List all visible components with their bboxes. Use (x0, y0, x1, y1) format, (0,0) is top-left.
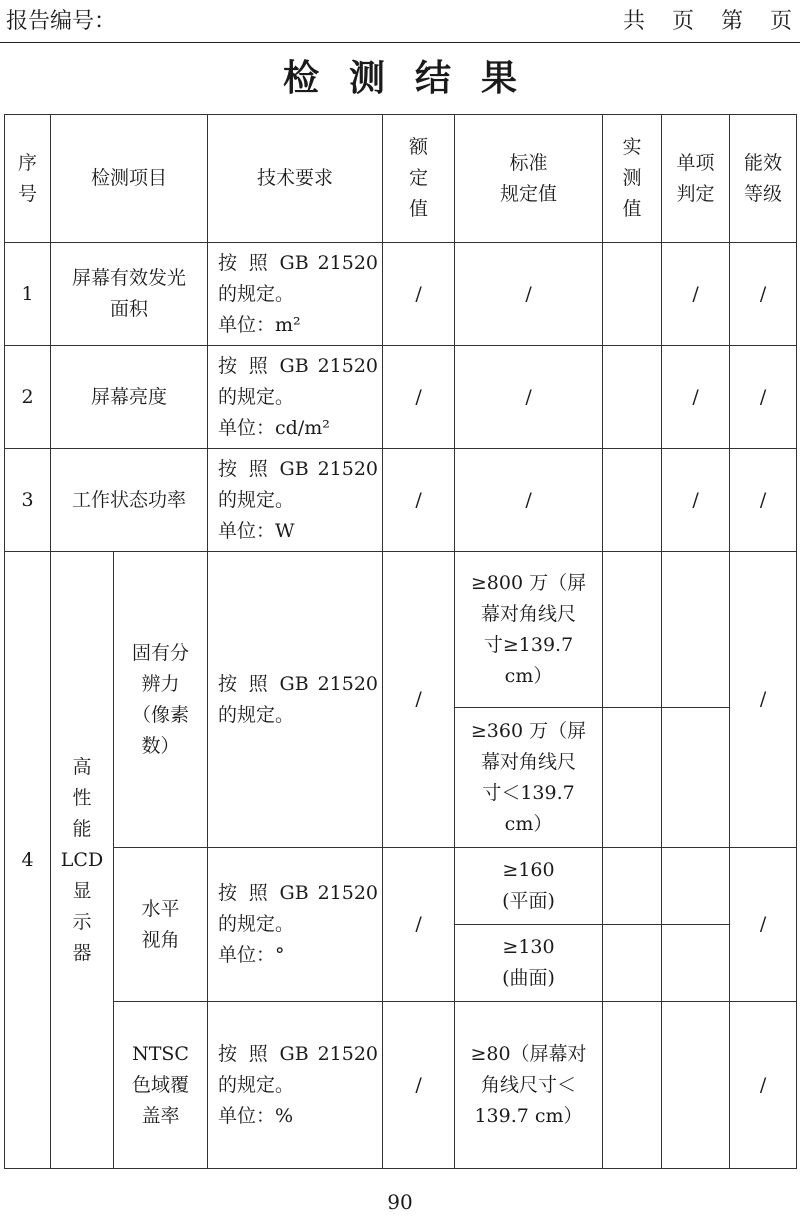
measured-value (603, 243, 662, 346)
judgement (662, 848, 730, 925)
measured-value (603, 848, 662, 925)
standard-value: ≥130 (曲面) (455, 925, 603, 1002)
col-tech: 技术要求 (208, 115, 383, 243)
table-row (5, 552, 797, 708)
measured-value (603, 925, 662, 1002)
col-rated: 额定值 (383, 115, 455, 243)
nth-label: 第 (720, 9, 745, 34)
col-seq: 序号 (5, 115, 51, 243)
item-name: 工作状态功率 (51, 449, 208, 552)
row-number: 1 (5, 243, 51, 346)
table-row (5, 1002, 797, 1169)
group-name-lcd: 高 性 能 LCD 显 示 器 (51, 552, 114, 1169)
grade: / (730, 552, 797, 848)
judgement: / (662, 449, 730, 552)
report-number-label: 报告编号： (6, 9, 117, 34)
standard-value: ≥80（屏幕对 角线尺寸＜ 139.7 cm） (455, 1002, 603, 1169)
measured-value (603, 552, 662, 708)
item-name-resolution: 固有分 辨力 （像素 数） (114, 552, 208, 848)
row-number: 3 (5, 449, 51, 552)
tech-requirement: 按 照 GB 21520 的规定。 单位：° (208, 848, 383, 1002)
rated-value: / (383, 1002, 455, 1169)
measured-value (603, 449, 662, 552)
row-number: 2 (5, 346, 51, 449)
tech-requirement: 按 照 GB 21520 的规定。 (208, 552, 383, 848)
page-label-2: 页 (769, 9, 794, 34)
page-title: 检测结果 (282, 57, 547, 99)
rated-value: / (383, 243, 455, 346)
header-rule (0, 42, 800, 43)
grade: / (730, 346, 797, 449)
tech-requirement: 按 照 GB 21520 的规定。 单位：m² (208, 243, 383, 346)
row-number: 4 (5, 552, 51, 1169)
rated-value: / (383, 552, 455, 848)
standard-value: / (455, 449, 603, 552)
judgement: / (662, 243, 730, 346)
standard-value: ≥160 (平面) (455, 848, 603, 925)
measured-value (603, 708, 662, 848)
col-judge: 单项 判定 (662, 115, 730, 243)
table-header-row (5, 115, 797, 243)
col-standard: 标准 规定值 (455, 115, 603, 243)
table-row (5, 449, 797, 552)
rated-value: / (383, 848, 455, 1002)
page-number: 90 (387, 1190, 413, 1214)
col-grade: 能效 等级 (730, 115, 797, 243)
standard-value: / (455, 346, 603, 449)
item-name: 屏幕有效发光 面积 (51, 243, 208, 346)
standard-value: ≥360 万（屏 幕对角线尺 寸＜139.7 cm） (455, 708, 603, 848)
total-label: 共 (622, 9, 647, 34)
tech-requirement: 按 照 GB 21520 的规定。 单位：cd/m² (208, 346, 383, 449)
table-row (5, 848, 797, 925)
judgement (662, 925, 730, 1002)
grade: / (730, 1002, 797, 1169)
rated-value: / (383, 449, 455, 552)
col-item: 检测项目 (51, 115, 208, 243)
measured-value (603, 346, 662, 449)
rated-value: / (383, 346, 455, 449)
tech-requirement: 按 照 GB 21520 的规定。 单位：W (208, 449, 383, 552)
table-row (5, 243, 797, 346)
item-name-ntsc: NTSC 色域覆 盖率 (114, 1002, 208, 1169)
grade: / (730, 243, 797, 346)
col-measured: 实测值 (603, 115, 662, 243)
judgement: / (662, 346, 730, 449)
judgement (662, 708, 730, 848)
item-name: 屏幕亮度 (51, 346, 208, 449)
judgement (662, 1002, 730, 1169)
judgement (662, 552, 730, 708)
table-row (5, 346, 797, 449)
grade: / (730, 848, 797, 1002)
item-name-viewing-angle: 水平 视角 (114, 848, 208, 1002)
measured-value (603, 1002, 662, 1169)
page-label: 页 (671, 9, 696, 34)
tech-requirement: 按 照 GB 21520 的规定。 单位：% (208, 1002, 383, 1169)
results-table (4, 114, 797, 1169)
page-count-label (607, 4, 794, 35)
grade: / (730, 449, 797, 552)
standard-value: / (455, 243, 603, 346)
standard-value: ≥800 万（屏 幕对角线尺 寸≥139.7 cm） (455, 552, 603, 708)
